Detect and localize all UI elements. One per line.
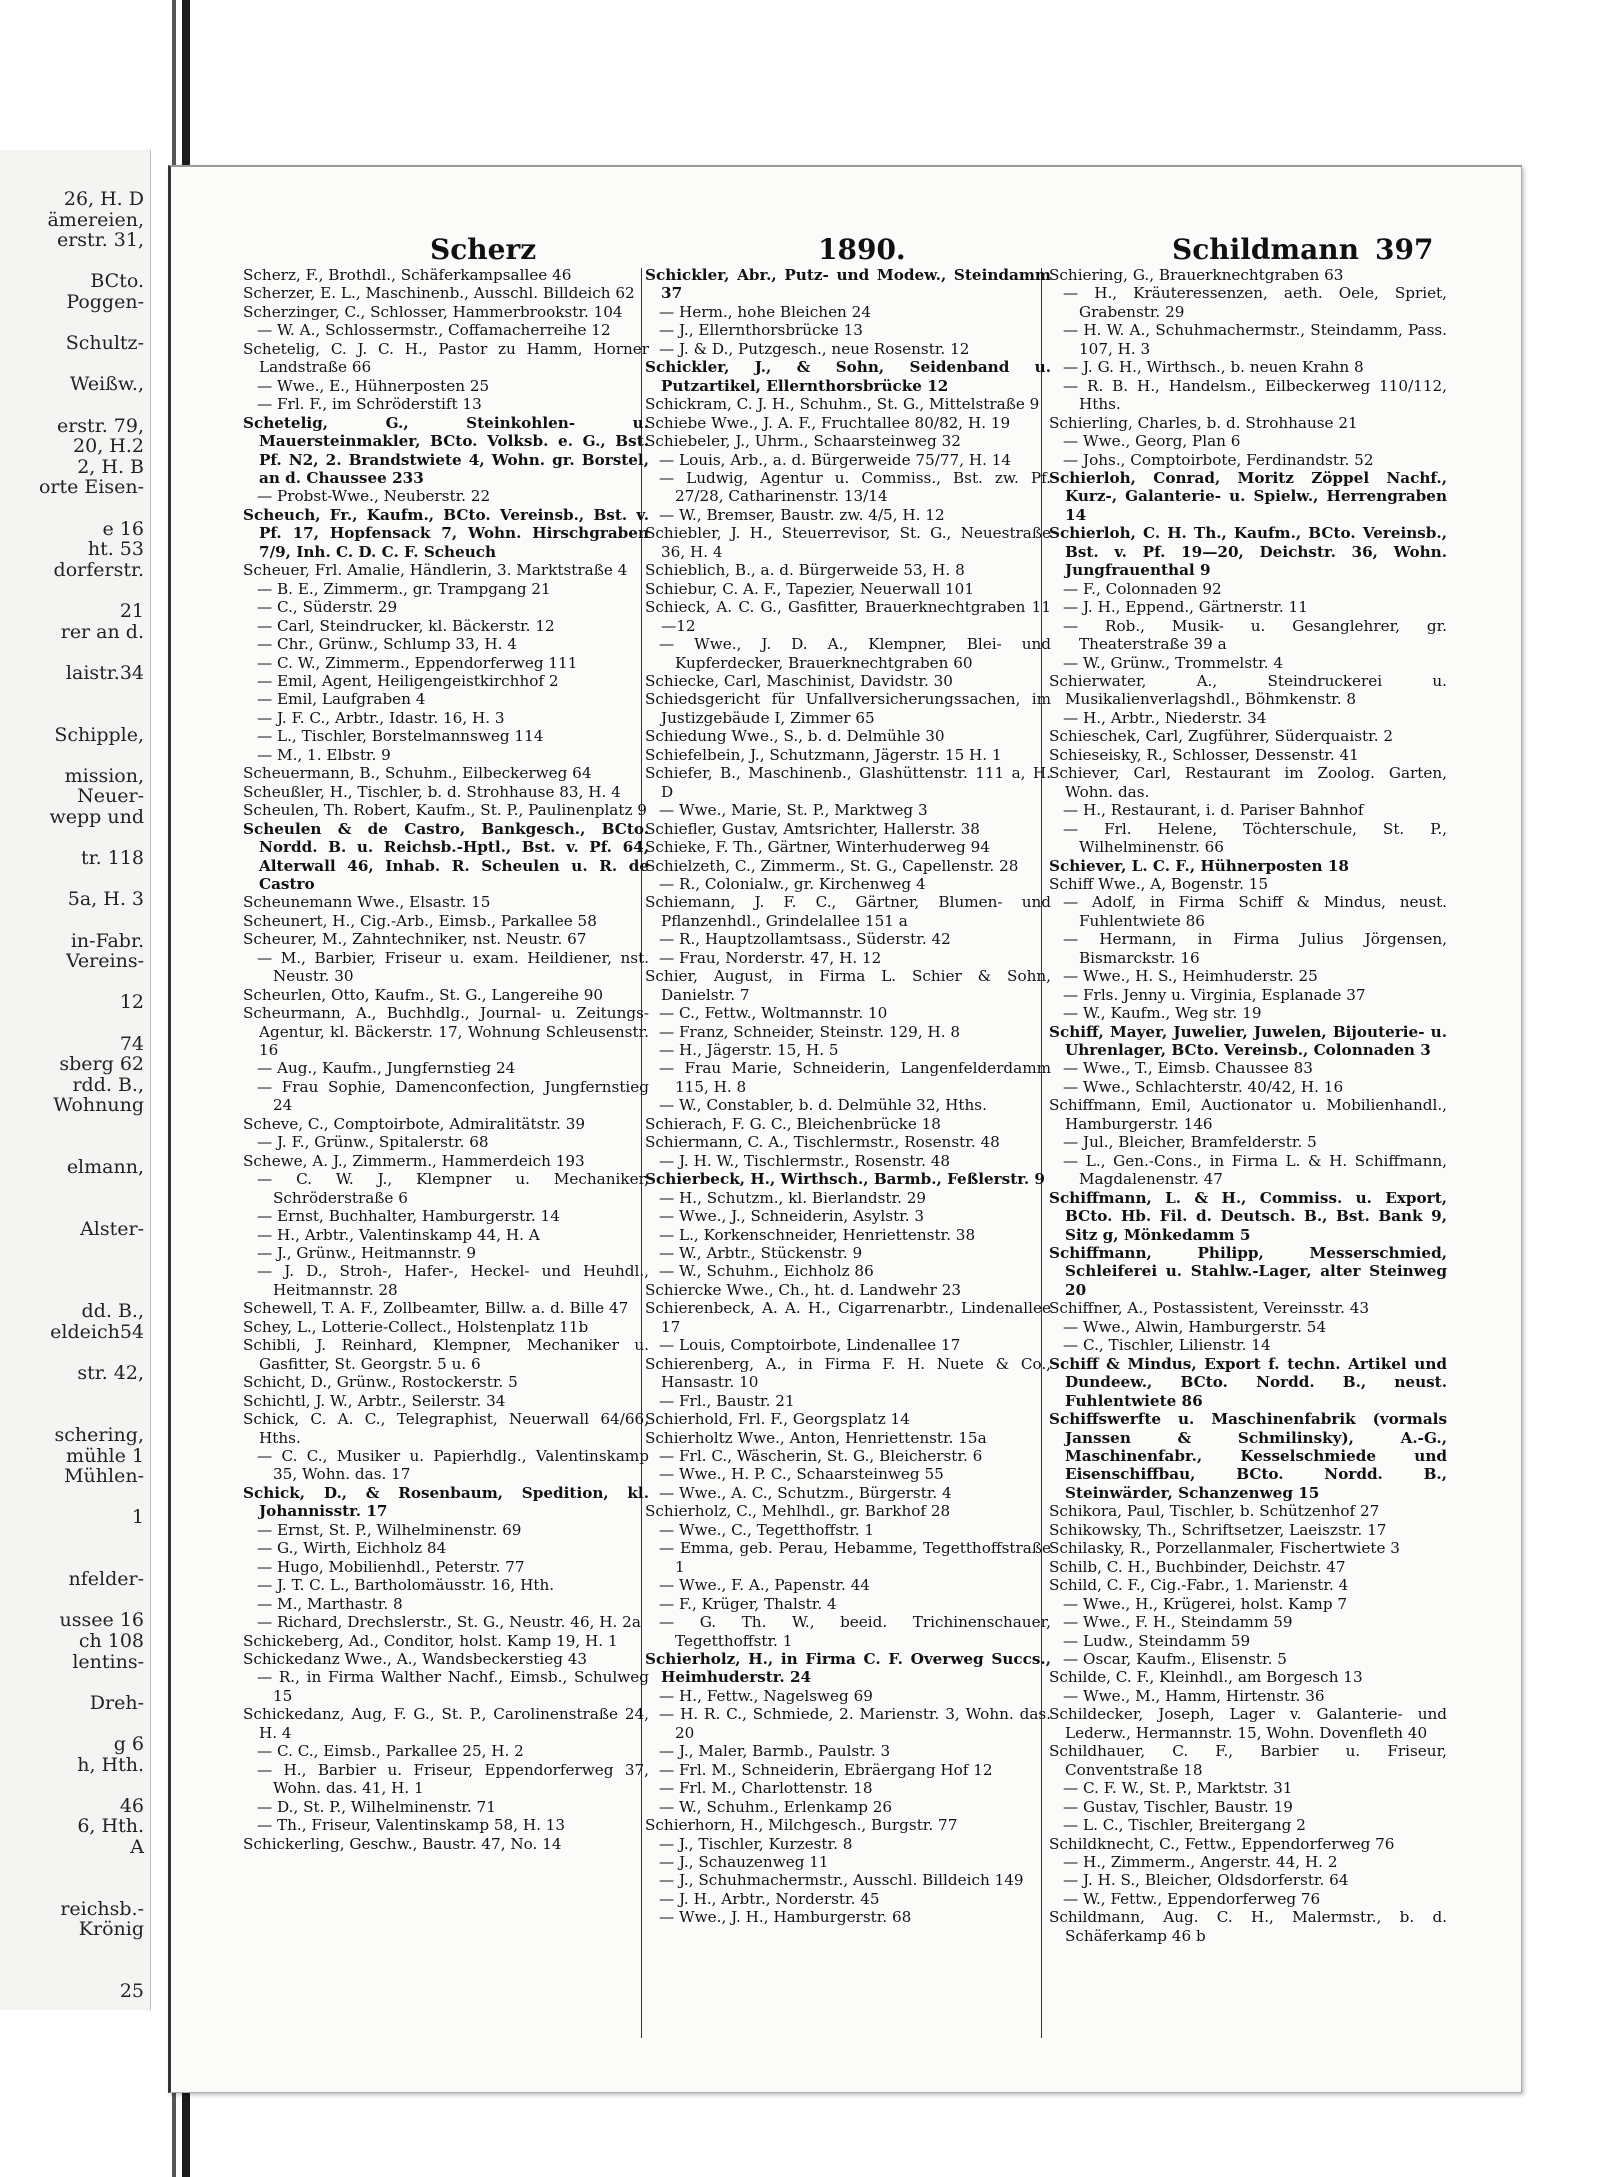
directory-entry: Schier, August, in Firma L. Schier & Sohn, Danielstr. 7 xyxy=(645,967,1051,1004)
directory-entry: — Emma, geb. Perau, Hebamme, Tegetthoffstraße 1 xyxy=(659,1539,1051,1576)
directory-entry: Schildmann, Aug. C. H., Malermstr., b. d. Schäferkamp 46 b xyxy=(1049,1908,1447,1945)
fragment-text: nfelder- xyxy=(68,1568,144,1591)
directory-entry: — Carl, Steindrucker, kl. Bäckerstr. 12 xyxy=(257,616,555,635)
directory-entry: Schickedanz, Aug, F. G., St. P., Carolinenstraße 24, H. 4 xyxy=(243,1705,649,1742)
directory-entry: Schierenberg, A., in Firma F. H. Nuete & Co., Hansastr. 10 xyxy=(645,1354,1051,1392)
directory-entry: — W., Arbtr., Stückenstr. 9 xyxy=(659,1244,863,1263)
header-first-name: Scherz xyxy=(430,233,537,266)
directory-entry: Schildknecht, C., Fettw., Eppendorferweg 76 xyxy=(1049,1834,1395,1853)
directory-entry: Schickram, C. J. H., Schuhm., St. G., Mittelstraße 9 xyxy=(645,395,1040,414)
directory-entry: Scheuermann, B., Schuhm., Eilbeckerweg 64 xyxy=(243,764,592,783)
directory-entry: — Louis, Arb., a. d. Bürgerweide 75/77, H. 14 xyxy=(659,450,1012,469)
directory-entry: — Franz, Schneider, Steinstr. 129, H. 8 xyxy=(659,1022,961,1041)
fragment-text: Krönig xyxy=(78,1918,144,1941)
directory-entry: — F., Krüger, Thalstr. 4 xyxy=(659,1594,837,1613)
directory-entry: — L., Tischler, Borstelmannsweg 114 xyxy=(257,727,544,746)
fragment-text: e 16 xyxy=(102,517,144,540)
directory-entry: Schierbeck, H., Wirthsch., Barmb., Feßlerstr. 9 xyxy=(645,1170,1045,1189)
fragment-text: 5a, H. 3 xyxy=(67,888,144,911)
directory-entry: Schieblich, B., a. d. Bürgerweide 53, H. 8 xyxy=(645,561,965,580)
directory-entry: — Wwe., Alwin, Hamburgerstr. 54 xyxy=(1063,1317,1327,1336)
directory-entry: — H. W. A., Schuhmachermstr., Steindamm, Pass. 107, H. 3 xyxy=(1063,321,1447,358)
fragment-text: Wohnung xyxy=(53,1094,144,1117)
directory-entry: — J. F. C., Arbtr., Idastr. 16, H. 3 xyxy=(257,708,505,727)
directory-entry: — G. Th. W., beeid. Trichinenschauer, Tegetthoffstr. 1 xyxy=(659,1613,1051,1650)
fragment-text: rdd. B., xyxy=(72,1073,144,1096)
directory-entry: — R., Hauptzollamtsass., Süderstr. 42 xyxy=(659,930,951,949)
directory-entry: — Wwe., C., Tegetthoffstr. 1 xyxy=(659,1520,875,1539)
directory-entry: — Ludw., Steindamm 59 xyxy=(1063,1631,1251,1650)
directory-entry: — M., Barbier, Friseur u. exam. Heildiener, nst. Neustr. 30 xyxy=(257,948,649,986)
directory-entry: — Chr., Grünw., Schlump 33, H. 4 xyxy=(257,635,517,654)
directory-entry: — J. G. H., Wirthsch., b. neuen Krahn 8 xyxy=(1063,358,1364,377)
directory-entry: Schiebler, J. H., Steuerrevisor, St. G., Neuestraße 36, H. 4 xyxy=(645,524,1051,561)
fragment-text: Neuer- xyxy=(77,785,144,808)
directory-entry: — C. F. W., St. P., Marktstr. 31 xyxy=(1063,1779,1293,1798)
directory-entry: — C. C., Musiker u. Papierhdlg., Valentinskamp 35, Wohn. das. 17 xyxy=(257,1447,649,1484)
directory-entry: Schickler, J., & Sohn, Seidenband u. Putzartikel, Ellernthorsbrücke 12 xyxy=(645,358,1051,395)
directory-entry: — Frau, Norderstr. 47, H. 12 xyxy=(659,948,882,967)
fragment-text: lentins- xyxy=(72,1650,144,1673)
directory-entry: Schiffswerfte u. Maschinenfabrik (vormals Janssen & Schmilinsky), A.-G., Maschinenfabr., Kesselschmiede und Eisenschiffbau, BCto. Nordd. B., Steinwärder, Schanzenweg 15 xyxy=(1049,1410,1447,1502)
directory-entry: — Ernst, St. P., Wilhelminenstr. 69 xyxy=(257,1520,522,1539)
directory-entry: — W., Grünw., Trommelstr. 4 xyxy=(1063,653,1284,672)
fragment-text: 1 xyxy=(131,1506,144,1529)
directory-entry: — Hermann, in Firma Julius Jörgensen, Bismarckstr. 16 xyxy=(1063,930,1447,967)
directory-entry: Schild, C. F., Cig.-Fabr., 1. Marienstr. 4 xyxy=(1049,1576,1349,1595)
directory-entry: — R., Colonialw., gr. Kirchenweg 4 xyxy=(659,874,926,893)
directory-entry: Scheunert, H., Cig.-Arb., Eimsb., Parkallee 58 xyxy=(243,911,597,930)
directory-entry: Scheuch, Fr., Kaufm., BCto. Vereinsb., Bst. v. Pf. 17, Hopfensack 7, Wohn. Hirschgraben 7/9, Inh. C. D. C. F. Scheuch xyxy=(243,505,649,561)
directory-entry: — Emil, Agent, Heiligengeistkirchhof 2 xyxy=(257,671,559,690)
directory-entry: — Oscar, Kaufm., Elisenstr. 5 xyxy=(1063,1649,1287,1668)
directory-entry: Schiefler, Gustav, Amtsrichter, Hallerstr. 38 xyxy=(645,819,980,838)
fragment-text: mühle 1 xyxy=(66,1444,144,1467)
directory-entry: — W., Constabler, b. d. Delmühle 32, Hths. xyxy=(659,1096,987,1115)
directory-entry: Schilde, C. F., Kleinhdl., am Borgesch 13 xyxy=(1049,1668,1363,1687)
directory-entry: — H., Fettw., Nagelsweg 69 xyxy=(659,1686,873,1705)
directory-entry: — R. B. H., Handelsm., Eilbeckerweg 110/112, Hths. xyxy=(1063,376,1447,414)
directory-entry: — J. H. W., Tischlermstr., Rosenstr. 48 xyxy=(659,1151,951,1170)
fragment-text: elmann, xyxy=(66,1156,144,1179)
directory-entry: Schierenbeck, A. A. H., Cigarrenarbtr., Lindenallee 17 xyxy=(645,1299,1051,1336)
fragment-text: tr. 118 xyxy=(81,847,144,870)
directory-entry: Scheulen, Th. Robert, Kaufm., St. P., Paulinenplatz 9 xyxy=(243,801,647,820)
fragment-text: 25 xyxy=(119,1980,144,2003)
directory-entry: — L., Korkenschneider, Henriettenstr. 38 xyxy=(659,1225,976,1244)
fragment-text: 20, H.2 xyxy=(73,435,144,458)
directory-entry: Schey, L., Lotterie-Collect., Holstenplatz 11b xyxy=(243,1317,589,1336)
header-year: 1890. xyxy=(818,233,906,266)
directory-entry: — J. T. C. L., Bartholomäusstr. 16, Hth. xyxy=(257,1576,555,1595)
fragment-text: rer an d. xyxy=(60,620,144,643)
fragment-text: eldeich54 xyxy=(50,1321,144,1343)
directory-entry: Schiedsgericht für Unfallversicherungssachen, im Justizgebäude I, Zimmer 65 xyxy=(645,690,1051,727)
previous-page-fragment xyxy=(0,150,151,2010)
directory-entry: Schielzeth, C., Zimmerm., St. G., Capellenstr. 28 xyxy=(645,856,1019,875)
directory-entry: — W., Schuhm., Eichholz 86 xyxy=(659,1262,874,1281)
directory-entry: — Frl., Baustr. 21 xyxy=(659,1391,795,1410)
page-header xyxy=(240,233,1520,269)
directory-entry: — C. W. J., Klempner u. Mechaniker, Schröderstraße 6 xyxy=(257,1170,649,1207)
directory-entry: Schicht, D., Grünw., Rostockerstr. 5 xyxy=(243,1373,518,1392)
fragment-text: Dreh- xyxy=(89,1691,144,1714)
header-last-name: Schildmann xyxy=(1172,233,1359,266)
column-2 xyxy=(645,266,1051,2066)
directory-entry: — Rob., Musik- u. Gesanglehrer, gr. Theaterstraße 39 a xyxy=(1063,616,1447,654)
directory-entry: — Wwe., J. D. A., Klempner, Blei- und Kupferdecker, Brauerknechtgraben 60 xyxy=(659,635,1051,672)
fragment-text: Alster- xyxy=(80,1218,144,1240)
fragment-text: g 6 xyxy=(113,1733,144,1755)
directory-entry: — B. E., Zimmerm., gr. Trampgang 21 xyxy=(257,579,551,598)
directory-entry: Schiercke Wwe., Ch., ht. d. Landwehr 23 xyxy=(645,1280,962,1299)
directory-entry: Schierholz, H., in Firma C. F. Overweg Succs., Heimhuderstr. 24 xyxy=(645,1649,1051,1687)
fragment-text: ch 108 xyxy=(78,1630,144,1652)
fragment-text: 2, H. B xyxy=(77,455,144,478)
directory-entry: — Wwe., Schlachterstr. 40/42, H. 16 xyxy=(1063,1077,1344,1096)
directory-entry: Scherzer, E. L., Maschinenb., Ausschl. Billdeich 62 xyxy=(243,284,635,303)
directory-entry: Schick, C. A. C., Telegraphist, Neuerwall 64/66, Hths. xyxy=(243,1410,649,1447)
directory-entry: — J., Tischler, Kurzestr. 8 xyxy=(659,1834,853,1853)
directory-entry: — Frl. C., Wäscherin, St. G., Bleicherstr. 6 xyxy=(659,1447,983,1465)
fragment-text: ht. 53 xyxy=(87,538,144,561)
directory-entry: Schickler, Abr., Putz- und Modew., Steindamm 37 xyxy=(645,266,1051,303)
directory-entry: — Louis, Comptoirbote, Lindenallee 17 xyxy=(659,1336,961,1355)
directory-entry: Schetelig, G., Steinkohlen- u. Mauersteinmakler, BCto. Volksb. e. G., Bst. Pf. N2, 2. Brandstwiete 4, Wohn. gr. Borstel, an d. Chaussee 233 xyxy=(243,413,649,487)
directory-entry: Schieke, F. Th., Gärtner, Winterhuderweg 94 xyxy=(645,838,990,857)
directory-entry: — W., Fettw., Eppendorferweg 76 xyxy=(1063,1889,1321,1908)
fragment-text: Schultz- xyxy=(65,332,144,355)
fragment-text: A xyxy=(130,1836,144,1858)
directory-entry: — H., Jägerstr. 15, H. 5 xyxy=(659,1041,839,1060)
directory-entry: Schewell, T. A. F., Zollbeamter, Billw. a. d. Bille 47 xyxy=(243,1299,629,1318)
directory-entry: — Wwe., J. H., Hamburgerstr. 68 xyxy=(659,1908,912,1927)
directory-entry: — W., Kaufm., Weg str. 19 xyxy=(1063,1004,1262,1023)
directory-entry: — Frls. Jenny u. Virginia, Esplanade 37 xyxy=(1063,985,1366,1004)
directory-entry: — Wwe., M., Hamm, Hirtenstr. 36 xyxy=(1063,1686,1325,1705)
directory-entry: Schewe, A. J., Zimmerm., Hammerdeich 193 xyxy=(243,1151,585,1170)
directory-entry: — Th., Friseur, Valentinskamp 58, H. 13 xyxy=(257,1816,566,1835)
directory-entry: — Hugo, Mobilienhdl., Peterstr. 77 xyxy=(257,1557,525,1576)
fragment-text: Schipple, xyxy=(54,723,144,746)
directory-entry: — Herm., hohe Bleichen 24 xyxy=(659,302,871,321)
fragment-text: orte Eisen- xyxy=(38,476,144,499)
directory-entry: Scheurlen, Otto, Kaufm., St. G., Langereihe 90 xyxy=(243,985,604,1004)
directory-entry: — Wwe., H. P. C., Schaarsteinweg 55 xyxy=(659,1465,944,1484)
directory-entry: Scherz, F., Brothdl., Schäferkampsallee 46 xyxy=(243,266,572,284)
directory-entry: — M., Marthastr. 8 xyxy=(257,1594,403,1613)
directory-entry: — H., Kräuteressenzen, aeth. Oele, Spriet, Grabenstr. 29 xyxy=(1063,284,1447,321)
fragment-text: mission, xyxy=(64,764,144,787)
fragment-text: h, Hth. xyxy=(77,1753,144,1776)
directory-entry: — R., in Firma Walther Nachf., Eimsb., Schulweg 15 xyxy=(257,1668,649,1705)
directory-entry: — Wwe., A. C., Schutzm., Bürgerstr. 4 xyxy=(659,1483,952,1502)
directory-entry: Schickedanz Wwe., A., Wandsbeckerstieg 43 xyxy=(243,1649,588,1668)
column-3 xyxy=(1049,266,1447,2066)
directory-entry: Schiefer, B., Maschinenb., Glashüttenstr. 111 a, H. D xyxy=(645,764,1051,801)
directory-entry: — J., Schauzenweg 11 xyxy=(659,1852,829,1871)
directory-entry: — Frl. M., Schneiderin, Ebräergang Hof 12 xyxy=(659,1760,993,1779)
directory-entry: — Frau Sophie, Damenconfection, Jungfernstieg 24 xyxy=(257,1077,649,1115)
fragment-text: dorferstr. xyxy=(53,558,144,581)
directory-entry: — J. H. S., Bleicher, Oldsdorferstr. 64 xyxy=(1063,1871,1349,1890)
directory-entry: — M., 1. Elbstr. 9 xyxy=(257,745,391,764)
fragment-text: 74 xyxy=(119,1032,144,1055)
fragment-text: in-Fabr. xyxy=(70,929,144,952)
directory-entry: Schierling, Charles, b. d. Strohhause 21 xyxy=(1049,413,1358,432)
directory-entry: — Wwe., E., Hühnerposten 25 xyxy=(257,376,490,395)
directory-entry: — Frl. Helene, Töchterschule, St. P., Wilhelminenstr. 66 xyxy=(1063,819,1447,857)
directory-entry: Schiffmann, Philipp, Messerschmied, Schleiferei u. Stahlw.-Lager, alter Steinweg 20 xyxy=(1049,1244,1447,1299)
directory-entry: — J. & D., Putzgesch., neue Rosenstr. 12 xyxy=(659,339,970,358)
fragment-text: Poggen- xyxy=(66,291,144,313)
directory-entry: Schieschek, Carl, Zugführer, Süderquaistr. 2 xyxy=(1049,727,1394,746)
directory-entry: Schiefelbein, J., Schutzmann, Jägerstr. 15 H. 1 xyxy=(645,745,1002,764)
directory-entry: — L., Gen.-Cons., in Firma L. & H. Schiffmann, Magdalenenstr. 47 xyxy=(1063,1151,1447,1189)
directory-entry: Schiff & Mindus, Export f. techn. Artikel und Dundeew., BCto. Nordd. B., neust. Fuhlentwiete 86 xyxy=(1049,1354,1447,1410)
directory-entry: — Probst-Wwe., Neuberstr. 22 xyxy=(257,487,491,506)
directory-entry: Schierholz, C., Mehlhdl., gr. Barkhof 28 xyxy=(645,1502,951,1521)
directory-entry: — Wwe., H., Krügerei, holst. Kamp 7 xyxy=(1063,1594,1348,1613)
fragment-text: 46 xyxy=(119,1794,144,1817)
directory-entry: Schiff, Mayer, Juwelier, Juwelen, Bijouterie- u. Uhrenlager, BCto. Vereinsb., Colonnaden 3 xyxy=(1049,1022,1447,1060)
fragment-text: laistr.34 xyxy=(65,661,144,684)
directory-entry: Schibli, J. Reinhard, Klempner, Mechaniker u. Gasfitter, St. Georgstr. 5 u. 6 xyxy=(243,1336,649,1373)
directory-entry: Schiemann, J. F. C., Gärtner, Blumen- und Pflanzenhdl., Grindelallee 151 a xyxy=(645,893,1051,930)
fragment-text: 21 xyxy=(119,600,144,622)
fragment-text: BCto. xyxy=(90,270,144,293)
directory-entry: — Wwe., H. S., Heimhuderstr. 25 xyxy=(1063,967,1318,986)
directory-entry: — C. W., Zimmerm., Eppendorferweg 111 xyxy=(257,653,578,672)
directory-entry: Scheußler, H., Tischler, b. d. Strohhause 83, H. 4 xyxy=(243,782,621,801)
directory-entry: Schieck, A. C. G., Gasfitter, Brauerknechtgraben 11—12 xyxy=(645,598,1051,635)
fragment-text: 26, H. D xyxy=(63,188,144,210)
directory-entry: Schierloh, Conrad, Moritz Zöppel Nachf., Kurz-, Galanterie- u. Spielw., Herrengraben 14 xyxy=(1049,468,1447,524)
directory-entry: Schieseisky, R., Schlosser, Dessenstr. 41 xyxy=(1049,745,1359,764)
directory-entry: Schierhorn, H., Milchgesch., Burgstr. 77 xyxy=(645,1816,958,1835)
directory-entry: — D., St. P., Wilhelminenstr. 71 xyxy=(257,1797,496,1816)
directory-entry: — Wwe., F. H., Steindamm 59 xyxy=(1063,1613,1293,1632)
fragment-text: Weißw., xyxy=(69,373,144,396)
directory-entry: Schiever, Carl, Restaurant im Zoolog. Garten, Wohn. das. xyxy=(1049,764,1447,801)
directory-entry: Schiebe Wwe., J. A. F., Fruchtallee 80/82, H. 19 xyxy=(645,413,1011,432)
directory-entry: — J., Ellernthorsbrücke 13 xyxy=(659,321,863,340)
directory-entry: — J., Schuhmachermstr., Ausschl. Billdeich 149 xyxy=(659,1871,1024,1890)
directory-entry: Schilb, C. H., Buchbinder, Deichstr. 47 xyxy=(1049,1557,1346,1576)
fragment-text: 12 xyxy=(119,991,144,1014)
directory-entry: Schierholtz Wwe., Anton, Henriettenstr. 15a xyxy=(645,1428,987,1447)
directory-entry: — Johs., Comptoirbote, Ferdinandstr. 52 xyxy=(1063,450,1374,469)
fragment-text: Vereins- xyxy=(65,950,144,973)
directory-entry: — Wwe., Georg, Plan 6 xyxy=(1063,432,1241,451)
directory-entry: Schildecker, Joseph, Lager v. Galanterie- und Lederw., Hermannstr. 15, Wohn. Dovenfleth 40 xyxy=(1049,1705,1447,1742)
directory-entry: Schierwater, A., Steindruckerei u. Musikalienverlagshdl., Böhmkenstr. 8 xyxy=(1049,671,1447,709)
directory-entry: — Ernst, Buchhalter, Hamburgerstr. 14 xyxy=(257,1207,560,1226)
directory-entry: — H., Arbtr., Valentinskamp 44, H. A xyxy=(257,1225,540,1244)
directory-entry: — C. C., Eimsb., Parkallee 25, H. 2 xyxy=(257,1742,524,1761)
directory-entry: Schierhold, Frl. F., Georgsplatz 14 xyxy=(645,1410,910,1429)
directory-entry: Scherzinger, C., Schlosser, Hammerbrookstr. 104 xyxy=(243,302,623,321)
directory-entry: — J. F., Grünw., Spitalerstr. 68 xyxy=(257,1133,489,1152)
directory-entry: Schick, D., & Rosenbaum, Spedition, kl. Johannisstr. 17 xyxy=(243,1483,649,1521)
directory-entry: — Wwe., T., Eimsb. Chaussee 83 xyxy=(1063,1059,1313,1078)
directory-entry: Schierloh, C. H. Th., Kaufm., BCto. Vereinsb., Bst. v. Pf. 19—20, Deichstr. 36, Wohn. Jungfrauenthal 9 xyxy=(1049,524,1447,580)
fragment-text: schering, xyxy=(54,1424,144,1446)
directory-entry: Scheuer, Frl. Amalie, Händlerin, 3. Marktstraße 4 xyxy=(243,561,628,580)
fragment-text: erstr. 31, xyxy=(56,229,144,252)
directory-entry: — J. D., Stroh-, Hafer-, Heckel- und Heuhdl., Heitmannstr. 28 xyxy=(257,1262,649,1299)
directory-entry: — L. C., Tischler, Breitergang 2 xyxy=(1063,1816,1306,1835)
directory-entry: — Richard, Drechslerstr., St. G., Neustr. 46, H. 2a xyxy=(257,1613,641,1632)
directory-entry: — Frl. M., Charlottenstr. 18 xyxy=(659,1779,873,1798)
directory-entry: — C., Tischler, Lilienstr. 14 xyxy=(1063,1336,1271,1355)
fragment-text: ussee 16 xyxy=(59,1609,144,1632)
directory-entry: — Ludwig, Agentur u. Commiss., Bst. zw. Pf. 27/28, Catharinenstr. 13/14 xyxy=(659,468,1051,506)
fragment-text: ämereien, xyxy=(47,208,144,231)
directory-entry: Schildhauer, C. F., Barbier u. Friseur, Conventstraße 18 xyxy=(1049,1742,1447,1779)
column-1 xyxy=(243,266,649,2066)
directory-entry: — F., Colonnaden 92 xyxy=(1063,579,1222,598)
directory-entry: Schilasky, R., Porzellanmaler, Fischertwiete 3 xyxy=(1049,1539,1400,1558)
fragment-text: wepp und xyxy=(49,806,144,828)
fragment-text: erstr. 79, xyxy=(56,414,144,437)
directory-entry: — Frl. F., im Schröderstift 13 xyxy=(257,395,482,414)
directory-entry: — H., Arbtr., Niederstr. 34 xyxy=(1063,708,1267,727)
directory-entry: Schikowsky, Th., Schriftsetzer, Laeiszstr. 17 xyxy=(1049,1520,1387,1539)
directory-entry: — Jul., Bleicher, Bramfelderstr. 5 xyxy=(1063,1133,1317,1152)
directory-entry: — Gustav, Tischler, Baustr. 19 xyxy=(1063,1797,1293,1816)
directory-entry: — Wwe., F. A., Papenstr. 44 xyxy=(659,1576,870,1595)
directory-entry: — C., Fettw., Woltmannstr. 10 xyxy=(659,1004,888,1023)
fragment-text: sberg 62 xyxy=(59,1053,144,1076)
fragment-text: str. 42, xyxy=(77,1362,144,1385)
directory-entry: Schiffmann, L. & H., Commiss. u. Export, BCto. Hb. Fil. d. Deutsch. B., Bst. Bank 9, Sitz g, Mönkedamm 5 xyxy=(1049,1188,1447,1244)
directory-entry: Schiff Wwe., A, Bogenstr. 15 xyxy=(1049,874,1269,893)
directory-entry: Schiffner, A., Postassistent, Vereinsstr. 43 xyxy=(1049,1299,1370,1318)
directory-entry: Schichtl, J. W., Arbtr., Seilerstr. 34 xyxy=(243,1391,506,1410)
directory-entry: — Adolf, in Firma Schiff & Mindus, neust. Fuhlentwiete 86 xyxy=(1063,893,1447,930)
directory-entry: Schikora, Paul, Tischler, b. Schützenhof 27 xyxy=(1049,1502,1380,1521)
directory-entry: — J., Grünw., Heitmannstr. 9 xyxy=(257,1244,477,1263)
directory-entry: — J., Maler, Barmb., Paulstr. 3 xyxy=(659,1742,891,1761)
directory-entry: — H., Restaurant, i. d. Pariser Bahnhof xyxy=(1063,801,1364,820)
directory-entry: — Frau Marie, Schneiderin, Langenfelderdamm 115, H. 8 xyxy=(659,1059,1051,1096)
directory-entry: Scheve, C., Comptoirbote, Admiralitätstr. 39 xyxy=(243,1114,586,1133)
page-number: 397 xyxy=(1375,233,1434,266)
directory-entry: — Aug., Kaufm., Jungfernstieg 24 xyxy=(257,1059,516,1078)
directory-entry: Schetelig, C. J. C. H., Pastor zu Hamm, Horner Landstraße 66 xyxy=(243,339,649,377)
directory-entry: Scheurer, M., Zahntechniker, nst. Neustr. 67 xyxy=(243,930,587,949)
fragment-text: reichsb.- xyxy=(60,1897,144,1920)
directory-entry: Schiever, L. C. F., Hühnerposten 18 xyxy=(1049,856,1349,875)
directory-entry: Schiedung Wwe., S., b. d. Delmühle 30 xyxy=(645,727,945,746)
directory-entry: — H., Zimmerm., Angerstr. 44, H. 2 xyxy=(1063,1852,1338,1871)
fragment-text: dd. B., xyxy=(81,1300,144,1323)
directory-entry: — W. A., Schlossermstr., Coffamacherreihe 12 xyxy=(257,321,611,340)
fragment-text: Mühlen- xyxy=(64,1465,144,1488)
directory-entry: Schickerling, Geschw., Baustr. 47, No. 14 xyxy=(243,1834,562,1853)
directory-entry: — Wwe., Marie, St. P., Marktweg 3 xyxy=(659,801,928,820)
directory-entry: Scheunemann Wwe., Elsastr. 15 xyxy=(243,893,491,912)
directory-entry: Schierach, F. G. C., Bleichenbrücke 18 xyxy=(645,1114,941,1133)
directory-entry: Schiebeler, J., Uhrm., Schaarsteinweg 32 xyxy=(645,432,961,451)
directory-entry: — J. H., Arbtr., Norderstr. 45 xyxy=(659,1889,880,1908)
directory-entry: — W., Schuhm., Erlenkamp 26 xyxy=(659,1797,893,1816)
directory-entry: Schiffmann, Emil, Auctionator u. Mobilienhandl., Hamburgerstr. 146 xyxy=(1049,1096,1447,1133)
fragment-text: 6, Hth. xyxy=(77,1815,144,1838)
directory-entry: Schiebur, C. A. F., Tapezier, Neuerwall 101 xyxy=(645,579,974,598)
directory-entry: Schiering, G., Brauerknechtgraben 63 xyxy=(1049,266,1344,284)
directory-entry: — G., Wirth, Eichholz 84 xyxy=(257,1539,447,1558)
directory-entry: — Wwe., J., Schneiderin, Asylstr. 3 xyxy=(659,1207,925,1226)
directory-entry: — H., Schutzm., kl. Bierlandstr. 29 xyxy=(659,1188,927,1207)
directory-entry: — Emil, Laufgraben 4 xyxy=(257,690,426,709)
directory-entry: — C., Süderstr. 29 xyxy=(257,598,398,617)
directory-entry: — J. H., Eppend., Gärtnerstr. 11 xyxy=(1063,598,1308,617)
directory-entry: Schiermann, C. A., Tischlermstr., Rosenstr. 48 xyxy=(645,1133,1000,1152)
directory-entry: — H., Barbier u. Friseur, Eppendorferweg 37, Wohn. das. 41, H. 1 xyxy=(257,1760,649,1798)
directory-entry: Schickeberg, Ad., Conditor, holst. Kamp 19, H. 1 xyxy=(243,1631,618,1650)
directory-entry: Scheurmann, A., Buchhdlg., Journal- u. Zeitungs-Agentur, kl. Bäckerstr. 17, Wohnung Schleusenstr. 16 xyxy=(243,1004,649,1060)
directory-entry: Schiecke, Carl, Maschinist, Davidstr. 30 xyxy=(645,671,953,690)
directory-entry: — H. R. C., Schmiede, 2. Marienstr. 3, Wohn. das. 20 xyxy=(659,1705,1051,1742)
directory-entry: — W., Bremser, Baustr. zw. 4/5, H. 12 xyxy=(659,505,945,524)
directory-entry: Scheulen & de Castro, Bankgesch., BCto. Nordd. B. u. Reichsb.-Hptl., Bst. v. Pf. 64, Alterwall 46, Inhab. R. Scheulen u. R. de Castro xyxy=(243,819,649,893)
